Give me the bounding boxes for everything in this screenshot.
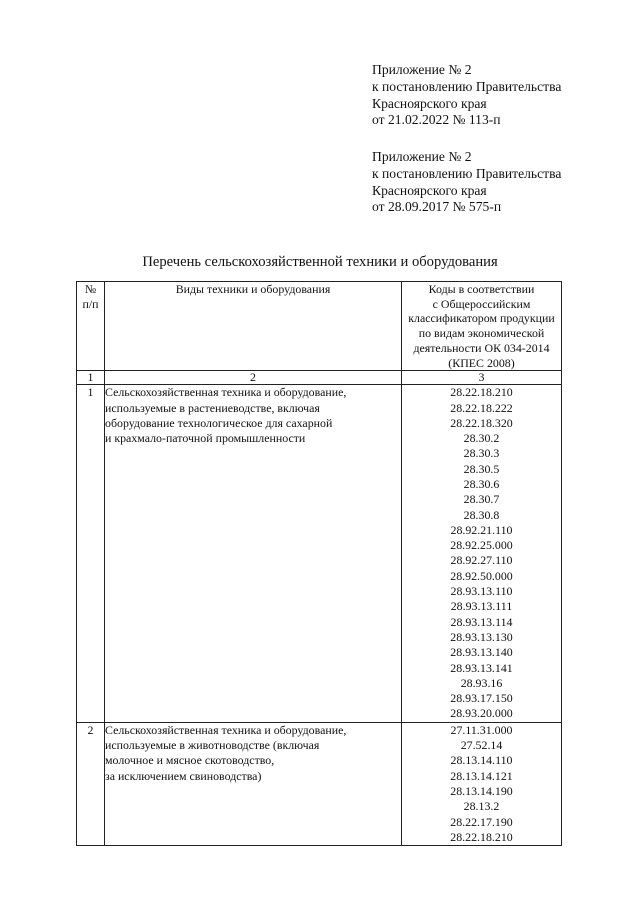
row-kind xyxy=(105,385,402,723)
table-header-row xyxy=(77,282,562,371)
appendix-line: от 21.02.2022 № 113-п xyxy=(372,112,501,128)
appendix-header-original xyxy=(372,149,622,216)
appendix-line: Красноярского края xyxy=(372,182,487,198)
table-row xyxy=(77,385,562,723)
column-index: 2 xyxy=(105,371,402,385)
header-codes-line: по видам экономической xyxy=(418,326,545,341)
code: 28.93.13.130 xyxy=(450,629,513,644)
row-number: 1 xyxy=(77,385,105,723)
kind-line: используемые в растениеводстве, включая xyxy=(105,400,320,415)
code: 28.93.13.111 xyxy=(450,599,513,614)
code: 28.30.5 xyxy=(463,461,500,476)
code: 28.92.25.000 xyxy=(450,538,513,553)
code: 28.92.50.000 xyxy=(450,568,513,583)
header-codes-line: с Общероссийским xyxy=(432,296,531,311)
kind-line: Сельскохозяйственная техника и оборудование, xyxy=(105,722,347,737)
kind-line: Сельскохозяйственная техника и оборудование, xyxy=(105,385,347,400)
kind-line: молочное и мясное скотоводство, xyxy=(105,753,275,768)
appendix-header-current xyxy=(372,62,622,129)
code: 28.22.18.222 xyxy=(450,400,513,415)
code: 28.22.18.210 xyxy=(450,385,513,400)
code: 28.13.14.190 xyxy=(450,783,513,798)
header-number-line: № xyxy=(84,282,97,296)
code: 28.93.13.140 xyxy=(450,645,513,660)
header-codes xyxy=(402,282,562,371)
code: 28.92.27.110 xyxy=(450,553,513,568)
code: 28.13.2 xyxy=(463,799,500,814)
code: 28.93.16 xyxy=(460,675,503,690)
header-number-line: п/п xyxy=(82,296,99,311)
row-number: 2 xyxy=(77,722,105,845)
appendix-line: к постановлению Правительства xyxy=(372,78,562,94)
code: 28.30.8 xyxy=(463,507,500,522)
column-index: 3 xyxy=(402,371,562,385)
table-row xyxy=(77,722,562,845)
appendix-line: Красноярского края xyxy=(372,95,487,111)
code: 28.30.6 xyxy=(463,477,500,491)
code: 28.13.14.110 xyxy=(450,753,513,768)
document-title: Перечень сельскохозяйственной техники и оборудования xyxy=(142,254,498,270)
code: 28.13.14.121 xyxy=(450,768,513,783)
code: 27.52.14 xyxy=(460,738,503,753)
code: 28.93.13.141 xyxy=(450,660,513,675)
row-kind xyxy=(105,722,402,845)
code: 28.92.21.110 xyxy=(450,522,513,537)
code: 28.93.17.150 xyxy=(450,691,513,706)
kind-line: за исключением свиноводства) xyxy=(105,768,262,783)
column-index-row xyxy=(77,371,562,385)
column-index: 1 xyxy=(77,371,105,385)
kind-line: и крахмало-паточной промышленности xyxy=(105,431,306,446)
code: 28.93.13.110 xyxy=(450,584,513,599)
appendix-line: Приложение № 2 xyxy=(372,62,472,77)
header-codes-line: Коды в соответствии xyxy=(428,282,535,296)
header-codes-line: (КПЕС 2008) xyxy=(448,355,515,370)
kind-line: используемые в животноводстве (включая xyxy=(105,738,320,753)
equipment-table xyxy=(76,281,562,846)
header-codes-line: деятельности ОК 034-2014 xyxy=(413,340,550,355)
row-codes xyxy=(402,722,562,845)
header-number xyxy=(77,282,105,371)
code: 28.30.3 xyxy=(463,446,500,461)
header-kind: Виды техники и оборудования xyxy=(105,282,402,371)
code: 28.30.7 xyxy=(463,492,500,507)
appendix-line: к постановлению Правительства xyxy=(372,165,562,181)
code: 28.22.17.190 xyxy=(450,814,513,829)
appendix-line: Приложение № 2 xyxy=(372,149,472,164)
code: 28.30.2 xyxy=(463,431,500,446)
code: 28.22.18.320 xyxy=(450,415,513,430)
row-codes xyxy=(402,385,562,723)
header-codes-line: классификатором продукции xyxy=(408,311,555,326)
code: 28.22.18.210 xyxy=(450,829,513,844)
code: 28.93.13.114 xyxy=(450,614,513,629)
code: 28.93.20.000 xyxy=(450,706,513,721)
kind-line: оборудование технологическое для сахарной xyxy=(105,415,333,430)
appendix-line: от 28.09.2017 № 575-п xyxy=(372,199,502,215)
code: 27.11.31.000 xyxy=(450,722,513,737)
